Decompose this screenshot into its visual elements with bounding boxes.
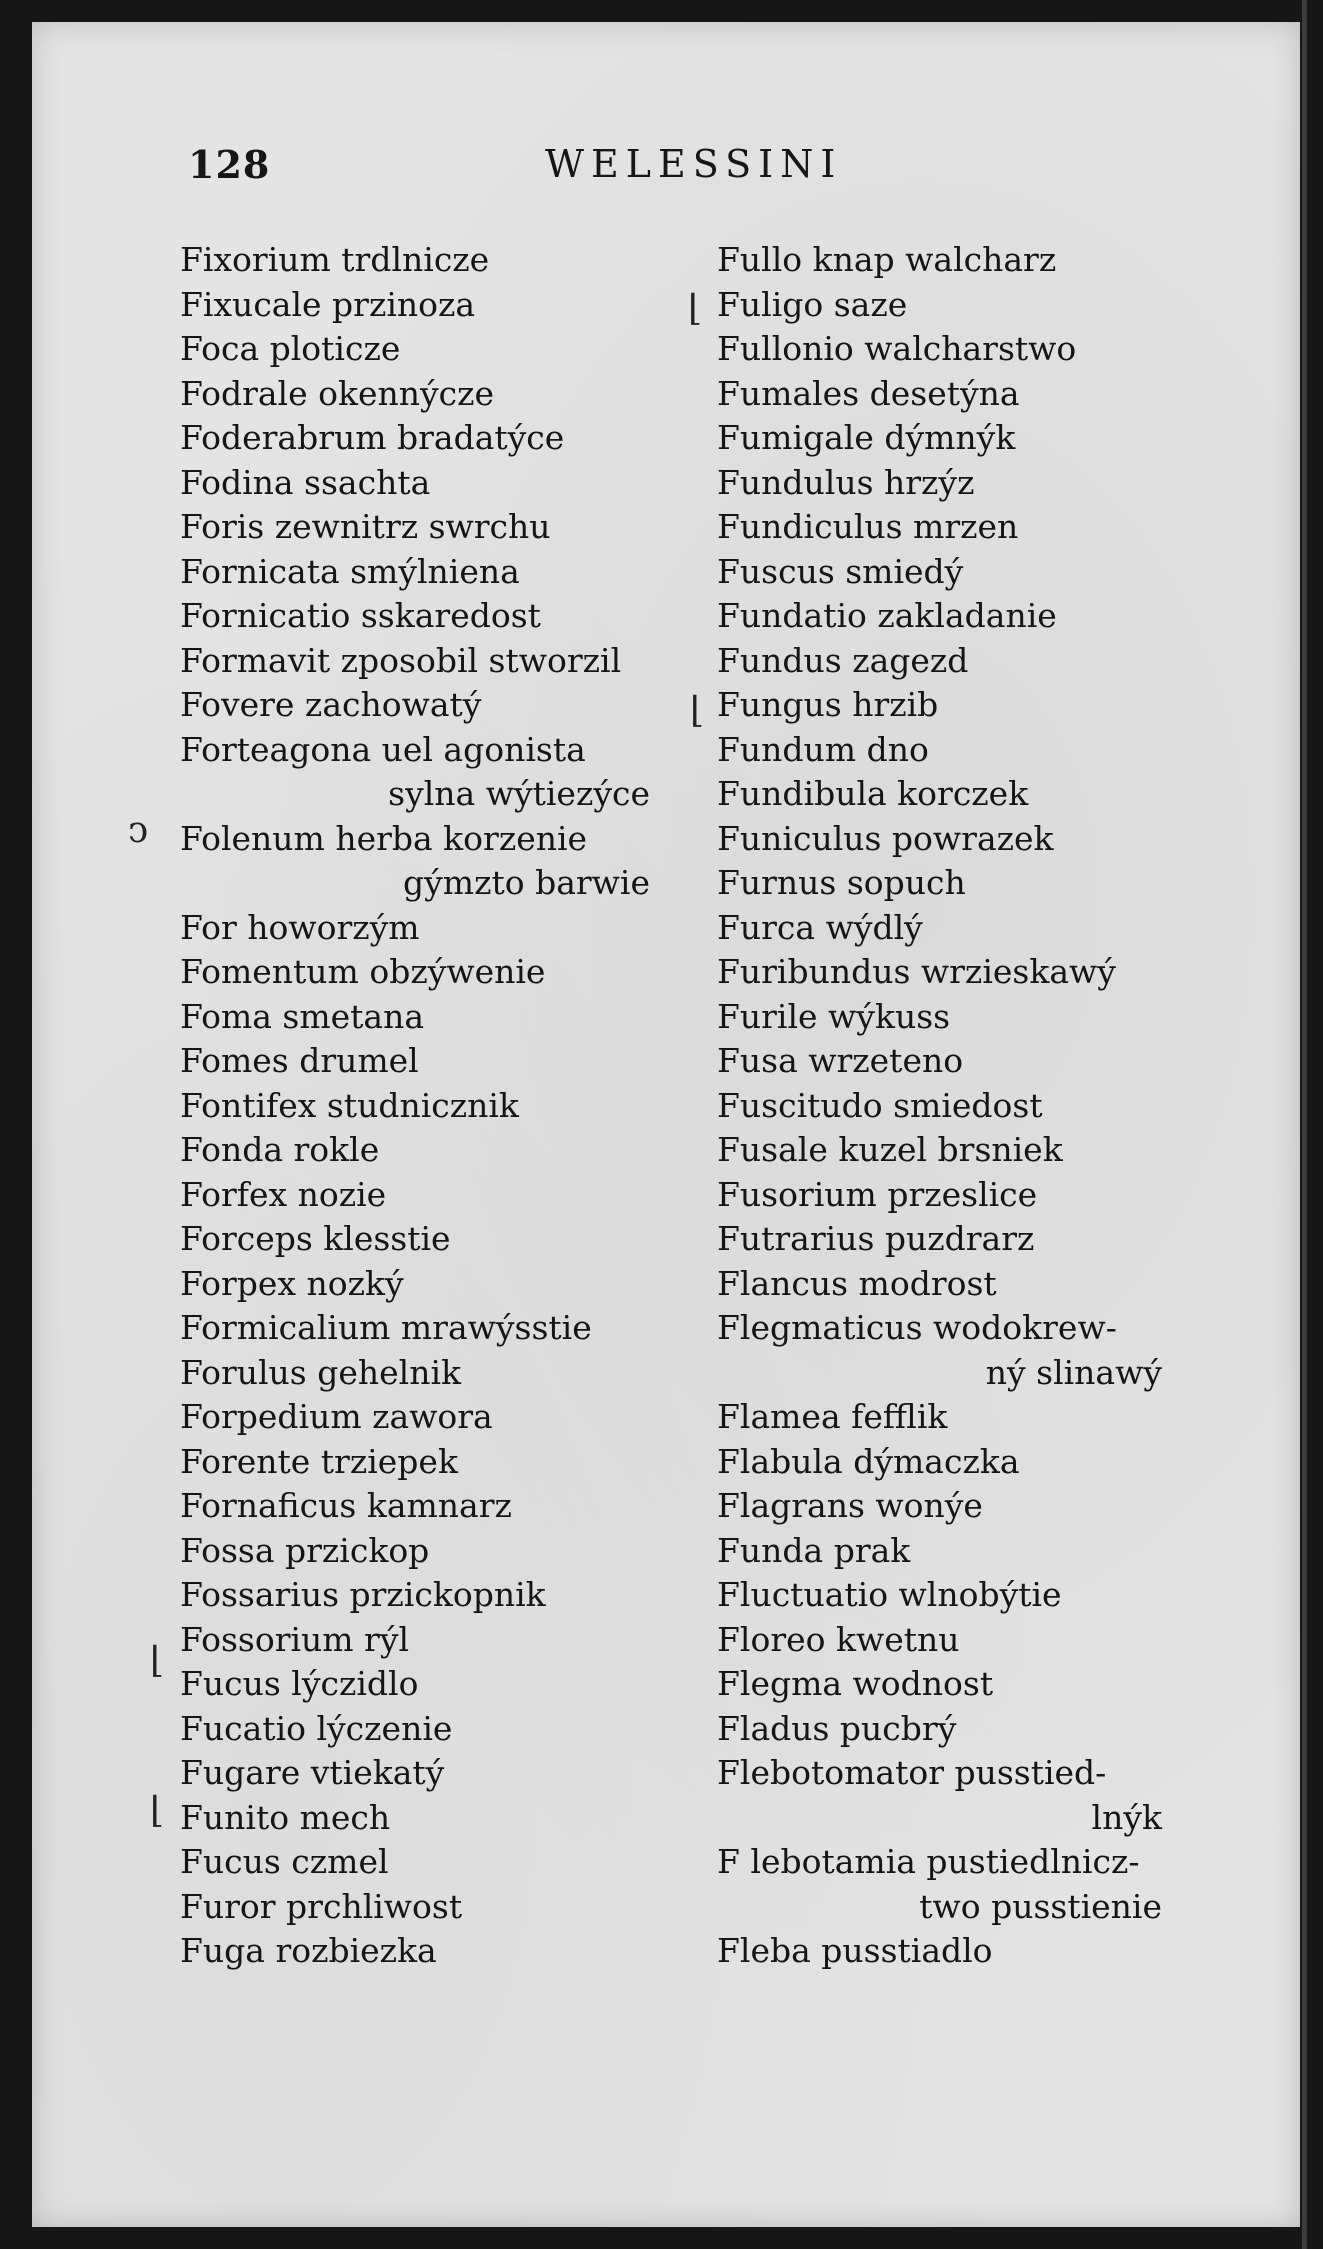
dictionary-entry: Fuligo saze	[717, 284, 908, 324]
dictionary-entry: Furnus sopuch	[717, 863, 966, 902]
entry-continuation: ný slinawý	[985, 1352, 1162, 1392]
dictionary-entry: Fucus lýczidlo	[180, 1664, 419, 1703]
dictionary-entry: Funiculus powrazek	[717, 818, 1054, 858]
dictionary-entry: Funda prak	[717, 1530, 911, 1570]
margin-mark: ⌊	[690, 690, 705, 731]
dictionary-entry: Fusale kuzel brsniek	[717, 1130, 1063, 1169]
entry-continuation: sylna wýtiezýce	[388, 774, 650, 813]
dictionary-entry: Fundus zagezd	[717, 640, 969, 680]
dictionary-entry: Fossarius przickopnik	[180, 1575, 546, 1614]
dictionary-entry: Fladus pucbrý	[717, 1708, 957, 1748]
dictionary-entry: Forceps klesstie	[180, 1219, 451, 1258]
dictionary-entry: Fundatio zakladanie	[717, 596, 1057, 635]
dictionary-entry: Fucus czmel	[180, 1842, 389, 1881]
dictionary-entry: Fugare vtiekatý	[180, 1753, 445, 1792]
dictionary-entry: Fuscitudo smiedost	[717, 1085, 1043, 1125]
dictionary-entry: Furile wýkuss	[717, 996, 951, 1036]
dictionary-entry: Fornaficus kamnarz	[180, 1486, 512, 1525]
dictionary-entry: Fossorium rýl	[180, 1619, 410, 1659]
dictionary-entry: Fuga rozbiezka	[180, 1931, 437, 1970]
dictionary-entry: Formavit zposobil stworzil	[180, 640, 622, 680]
dictionary-entry: Fundulus hrzýz	[717, 462, 975, 502]
dictionary-entry: Foma smetana	[180, 996, 425, 1036]
dictionary-entry: Fornicatio sskaredost	[180, 596, 541, 635]
dictionary-entry: F lebotamia pustiedlnicz-	[717, 1842, 1140, 1881]
dictionary-entry: Forpedium zawora	[180, 1397, 493, 1436]
dictionary-entry: Fontifex studnicznik	[180, 1085, 519, 1125]
margin-mark: ⌊	[150, 1640, 165, 1681]
dictionary-entry: Furibundus wrzieskawý	[717, 952, 1116, 991]
dictionary-entry: Fovere zachowatý	[180, 685, 482, 724]
dictionary-entry: Fixucale przinoza	[180, 284, 476, 324]
right-column	[717, 238, 1187, 1974]
dictionary-entry: Funito mech	[180, 1797, 391, 1837]
dictionary-entry: Flancus modrost	[717, 1263, 997, 1303]
dictionary-entry: Fonda rokle	[180, 1130, 380, 1169]
entry-continuation: two pusstienie	[919, 1886, 1162, 1926]
dictionary-entry: Fullo knap walcharz	[717, 240, 1057, 279]
dictionary-entry: Fodina ssachta	[180, 462, 431, 502]
dictionary-entry: Flabula dýmaczka	[717, 1441, 1020, 1481]
page-header	[150, 142, 1250, 202]
dictionary-entry: Flebotomator pusstied-	[717, 1753, 1107, 1792]
dictionary-entry: Flegma wodnost	[717, 1664, 994, 1703]
margin-mark: ⌊	[688, 288, 703, 329]
dictionary-entry: Fluctuatio wlnobýtie	[717, 1575, 1062, 1614]
dictionary-entry: Furor prchliwost	[180, 1886, 463, 1926]
dictionary-entry: Fuscus smiedý	[717, 551, 964, 591]
page-number: 128	[188, 142, 271, 187]
dictionary-entry: Fossa przickop	[180, 1530, 430, 1570]
dictionary-entry: Forulus gehelnik	[180, 1352, 462, 1392]
dictionary-entry: Fodrale okennýcze	[180, 373, 495, 413]
dictionary-entry: Flagrans wonýe	[717, 1486, 983, 1525]
page-edge	[1302, 0, 1307, 2249]
dictionary-entry: Flamea fefflik	[717, 1397, 948, 1436]
dictionary-entry: Fleba pusstiadlo	[717, 1931, 993, 1970]
dictionary-entry: For howorzým	[180, 907, 420, 947]
dictionary-entry: Forfex nozie	[180, 1174, 387, 1214]
dictionary-entry: Foris zewnitrz swrchu	[180, 507, 551, 546]
dictionary-entry: Folenum herba korzenie	[180, 818, 588, 858]
dictionary-entry: Fundibula korczek	[717, 774, 1029, 813]
dictionary-entry: Fumigale dýmnýk	[717, 418, 1016, 457]
margin-mark: ⌊	[150, 1790, 165, 1831]
dictionary-entry: Fungus hrzib	[717, 685, 939, 724]
dictionary-entry: Fomentum obzýwenie	[180, 952, 546, 991]
dictionary-entry: Fullonio walcharstwo	[717, 329, 1077, 368]
dictionary-entry: Formicalium mrawýsstie	[180, 1308, 592, 1347]
left-column	[180, 238, 703, 1974]
dictionary-entry: Fomes drumel	[180, 1041, 419, 1080]
dictionary-entry: Fixorium trdlnicze	[180, 240, 490, 279]
dictionary-entry: Foderabrum bradatýce	[180, 418, 565, 457]
entry-continuation: gýmzto barwie	[403, 863, 650, 902]
dictionary-entry: Floreo kwetnu	[717, 1619, 960, 1659]
dictionary-entry: Forente trziepek	[180, 1441, 458, 1481]
dictionary-entry: Forpex nozký	[180, 1263, 404, 1303]
dictionary-entry: Fusa wrzeteno	[717, 1041, 964, 1080]
dictionary-entry: Fundum dno	[717, 729, 929, 769]
running-head: WELESSINI	[545, 142, 843, 186]
dictionary-entry: Furca wýdlý	[717, 907, 923, 947]
dictionary-entry: Forteagona uel agonista	[180, 729, 586, 769]
dictionary-entry: Foca ploticze	[180, 329, 401, 368]
margin-mark: ↄ	[128, 810, 149, 851]
dictionary-entry: Fornicata smýlniena	[180, 551, 520, 591]
dictionary-entry: Flegmaticus wodokrew-	[717, 1308, 1117, 1347]
dictionary-entry: Fundiculus mrzen	[717, 507, 1019, 546]
entry-continuation: lnýk	[1091, 1797, 1162, 1837]
dictionary-entry: Futrarius puzdrarz	[717, 1219, 1035, 1258]
dictionary-entry: Fusorium przeslice	[717, 1174, 1038, 1214]
dictionary-entry: Fucatio lýczenie	[180, 1708, 453, 1748]
dictionary-entry: Fumales desetýna	[717, 373, 1020, 413]
